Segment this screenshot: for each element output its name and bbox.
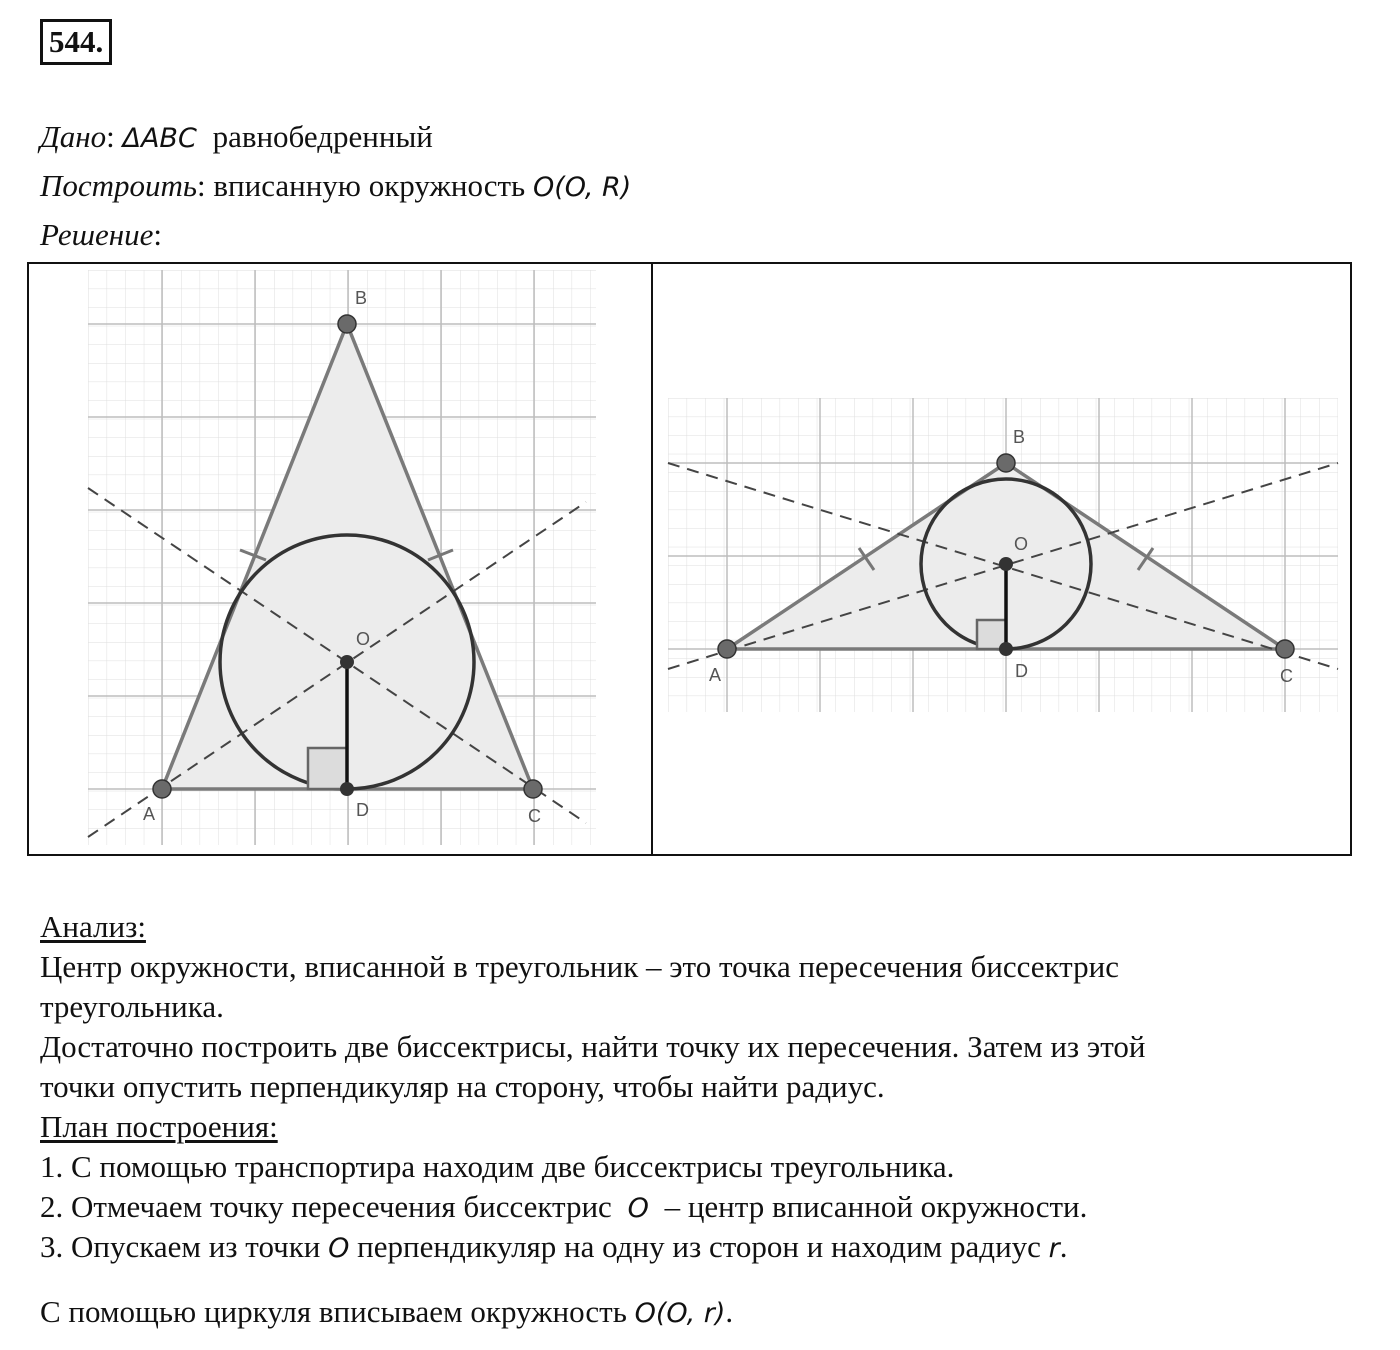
solution-label: Решение — [40, 217, 154, 252]
final-line — [40, 1292, 733, 1334]
plan-step-3-post: . — [1059, 1229, 1068, 1264]
solution-colon: : — [153, 217, 162, 252]
solution-line — [40, 215, 162, 255]
construct-line — [40, 166, 631, 208]
right-point-b — [997, 454, 1015, 472]
plan-step-3 — [40, 1227, 1068, 1269]
left-point-a — [153, 780, 171, 798]
given-colon: : — [106, 119, 115, 154]
plan-step-3-math: O — [328, 1233, 350, 1264]
left-point-d — [340, 782, 354, 796]
left-label-a: A — [143, 804, 156, 824]
plan-step-2-pre: 2. Отмечаем точку пересечения биссектрис — [40, 1189, 612, 1224]
right-point-c — [1276, 640, 1294, 658]
given-label: Дано — [40, 119, 107, 154]
plan-step-1: 1. С помощью транспортира находим две биссектрисы треугольника. — [40, 1149, 955, 1184]
right-label-a: A — [709, 665, 722, 685]
left-label-b: B — [355, 288, 368, 308]
right-construction-figure — [653, 264, 1350, 854]
right-label-b: B — [1013, 427, 1026, 447]
given-math: ΔABC — [122, 123, 197, 154]
plan-step-2 — [40, 1187, 1087, 1229]
left-point-b — [338, 315, 356, 333]
analysis-line-1: Центр окружности, вписанной в треугольник – это точка пересечения биссектрис — [40, 949, 1119, 984]
right-point-d — [999, 642, 1013, 656]
plan-step-3-mid: перпендикуляр на одну из сторон и находим радиус — [357, 1229, 1041, 1264]
analysis-line-3: Достаточно построить две биссектрисы, найти точку их пересечения. Затем из этой — [40, 1029, 1146, 1064]
left-right-angle — [308, 748, 347, 789]
left-point-o — [340, 655, 354, 669]
construct-text: вписанную окружность — [213, 168, 526, 203]
final-text: С помощью циркуля вписываем окружность — [40, 1294, 627, 1329]
given-line — [40, 117, 433, 159]
right-point-a — [718, 640, 736, 658]
left-label-d: D — [356, 800, 369, 820]
final-end: . — [725, 1294, 734, 1329]
given-text: равнобедренный — [212, 119, 433, 154]
problem-number: 544. — [40, 19, 112, 65]
construct-math: O(O, R) — [532, 172, 632, 203]
plan-step-2-math: O — [627, 1193, 649, 1224]
final-math: O(O, r) — [634, 1298, 726, 1329]
right-label-c: C — [1280, 666, 1293, 686]
left-label-c: C — [528, 806, 541, 826]
left-construction-figure — [29, 264, 651, 854]
right-label-o: O — [1014, 534, 1029, 554]
left-point-c — [524, 780, 542, 798]
right-point-o — [999, 557, 1013, 571]
left-label-o: O — [356, 629, 371, 649]
right-label-d: D — [1015, 661, 1028, 681]
plan-step-3-math-r: r — [1048, 1233, 1060, 1264]
plan-step-2-post: – центр вписанной окружности. — [664, 1189, 1088, 1224]
construct-label: Построить — [40, 168, 198, 203]
analysis-line-2: треугольника. — [40, 989, 224, 1024]
analysis-heading: Анализ: — [40, 909, 146, 944]
construct-colon: : — [197, 168, 206, 203]
plan-heading: План построения: — [40, 1109, 278, 1144]
analysis-line-4: точки опустить перпендикуляр на сторону, чтобы найти радиус. — [40, 1069, 885, 1104]
plan-step-3-pre: 3. Опускаем из точки — [40, 1229, 321, 1264]
